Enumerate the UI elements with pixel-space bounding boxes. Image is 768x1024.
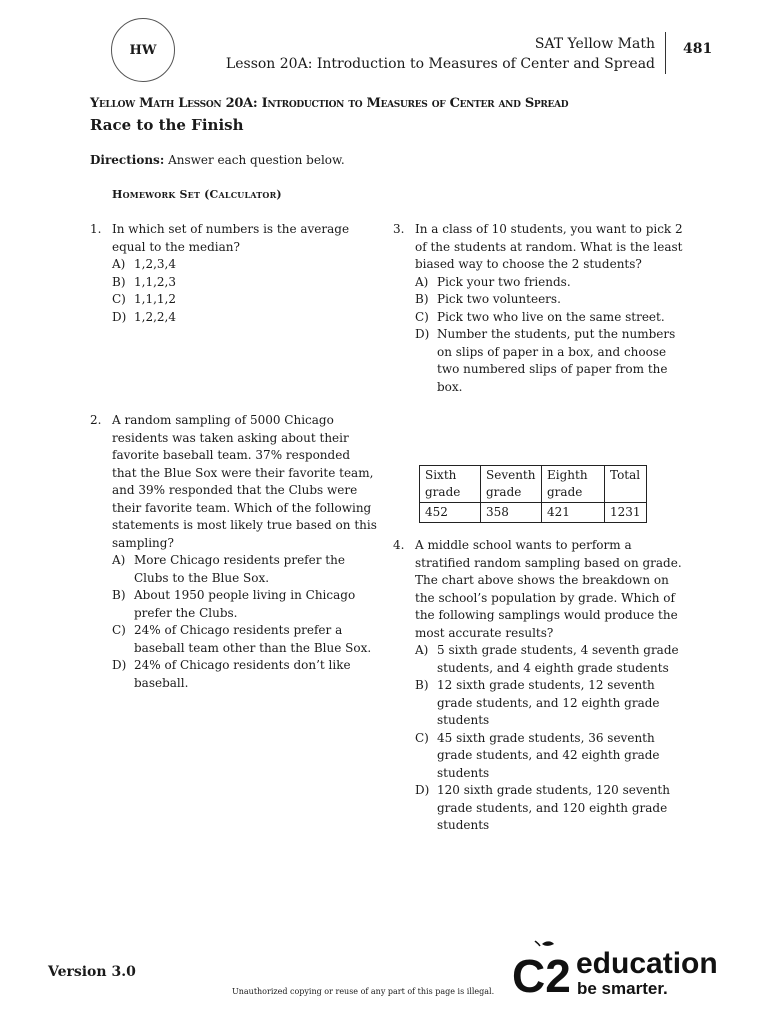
option-c [112, 622, 378, 657]
option-text: 1,2,3,4 [134, 257, 176, 271]
lesson-title: Yellow Math Lesson 20A: Introduction to Measures of Center and Spread [90, 96, 569, 111]
table-header-cell: Sixth grade [420, 466, 481, 503]
question-4 [393, 537, 685, 835]
directions [90, 153, 345, 167]
option-b [415, 291, 685, 309]
c2-education-logo [510, 940, 740, 1002]
table-cell: 421 [542, 503, 605, 523]
question-3 [393, 221, 685, 396]
table-header-cell: Eighth grade [542, 466, 605, 503]
option-text: 120 sixth grade students, 120 seventh grade students, and 120 eighth grade students [437, 783, 670, 832]
table-row [420, 503, 647, 523]
option-text: 5 sixth grade students, 4 seventh grade students, and 4 eighth grade students [437, 643, 679, 675]
option-b [415, 677, 685, 730]
option-letter: D) [112, 309, 127, 324]
option-letter: A) [112, 257, 126, 271]
logo-mark-text: C2 [512, 950, 571, 1002]
directions-label: Directions: [90, 153, 165, 167]
option-a [112, 552, 378, 587]
table-header-cell: Seventh grade [481, 466, 542, 503]
option-text: Pick your two friends. [437, 274, 571, 289]
option-letter: B) [415, 678, 429, 692]
option-text: 12 sixth grade students, 12 seventh grade students, and 12 eighth grade students [437, 678, 660, 727]
question-text: A middle school wants to perform a stratified random sampling based on grade. The chart above shows the breakdown on the school’s population by grade. Which of the following samplings would produce the most accurate results? [415, 538, 682, 640]
option-d [112, 657, 378, 692]
option-letter: B) [415, 292, 429, 306]
option-b [112, 587, 378, 622]
question-text: A random sampling of 5000 Chicago residents was taken asking about their favorite baseball team. 37% responded that the Blue Sox were their favorite team, and 39% responded that the Clubs were their favorite team. Which of the following statements is most likely true based on this sampling? [112, 413, 377, 550]
table-cell: 1231 [605, 503, 647, 523]
option-a [112, 256, 375, 274]
logo-tagline: be smarter. [577, 979, 668, 998]
question-1 [90, 221, 375, 326]
header-divider [665, 32, 666, 74]
grade-population-table [419, 465, 647, 523]
option-text: About 1950 people living in Chicago prefer the Clubs. [134, 588, 356, 620]
lesson-subtitle: Race to the Finish [90, 116, 244, 134]
option-text: More Chicago residents prefer the Clubs to the Blue Sox. [134, 553, 345, 585]
table-header-cell: Total [605, 466, 647, 503]
table-cell: 358 [481, 503, 542, 523]
question-number: 2. [90, 413, 102, 427]
option-letter: A) [415, 274, 429, 289]
option-letter: B) [112, 274, 126, 289]
option-text: 24% of Chicago residents prefer a baseball team other than the Blue Sox. [134, 623, 372, 655]
question-number: 3. [393, 222, 405, 236]
option-c [415, 730, 685, 783]
option-letter: D) [415, 327, 430, 341]
directions-text: Answer each question below. [164, 153, 345, 167]
option-text: 24% of Chicago residents don’t like baseball. [134, 658, 351, 690]
option-letter: A) [415, 643, 429, 657]
question-text: In which set of numbers is the average equal to the median? [112, 222, 350, 254]
option-c [112, 291, 375, 309]
option-text: 45 sixth grade students, 36 seventh grade students, and 42 eighth grade students [437, 730, 660, 780]
header-lesson: Lesson 20A: Introduction to Measures of Center and Spread [225, 56, 655, 72]
option-letter: C) [112, 292, 126, 306]
copyright-note: Unauthorized copying or reuse of any part of this page is illegal. [232, 987, 495, 996]
option-d [415, 326, 685, 396]
option-text: Pick two volunteers. [437, 292, 561, 306]
header-course: SAT Yellow Math [534, 36, 655, 52]
question-number: 4. [393, 538, 405, 552]
option-d [415, 782, 685, 835]
table-cell: 452 [420, 503, 481, 523]
option-letter: C) [415, 730, 429, 745]
option-text: Pick two who live on the same street. [437, 309, 665, 324]
option-letter: D) [415, 783, 430, 797]
page-number: 481 [683, 41, 713, 57]
option-letter: A) [112, 553, 126, 567]
option-letter: D) [112, 658, 127, 672]
hw-badge: HW [111, 18, 175, 82]
option-letter: C) [415, 309, 429, 324]
option-text: 1,1,2,3 [134, 274, 176, 289]
homework-set-heading: Homework Set (Calculator) [112, 188, 282, 201]
option-text: 1,1,1,2 [134, 292, 176, 306]
option-letter: B) [112, 588, 126, 602]
option-text: 1,2,2,4 [134, 309, 176, 324]
option-text: Number the students, put the numbers on slips of paper in a box, and choose two numbered slips of paper from the box. [437, 327, 676, 394]
question-2 [90, 412, 378, 692]
option-d [112, 309, 375, 327]
logo-mark-icon [510, 940, 740, 1002]
option-letter: C) [112, 623, 126, 637]
version-label: Version 3.0 [48, 964, 136, 980]
logo-wordmark: education [576, 947, 718, 980]
option-a [415, 642, 685, 677]
question-number: 1. [90, 222, 102, 236]
option-b [112, 274, 375, 292]
table-header-row [420, 466, 647, 503]
option-c [415, 309, 685, 327]
option-a [415, 274, 685, 292]
question-text: In a class of 10 students, you want to pick 2 of the students at random. What is the least biased way to choose the 2 students? [415, 222, 683, 271]
